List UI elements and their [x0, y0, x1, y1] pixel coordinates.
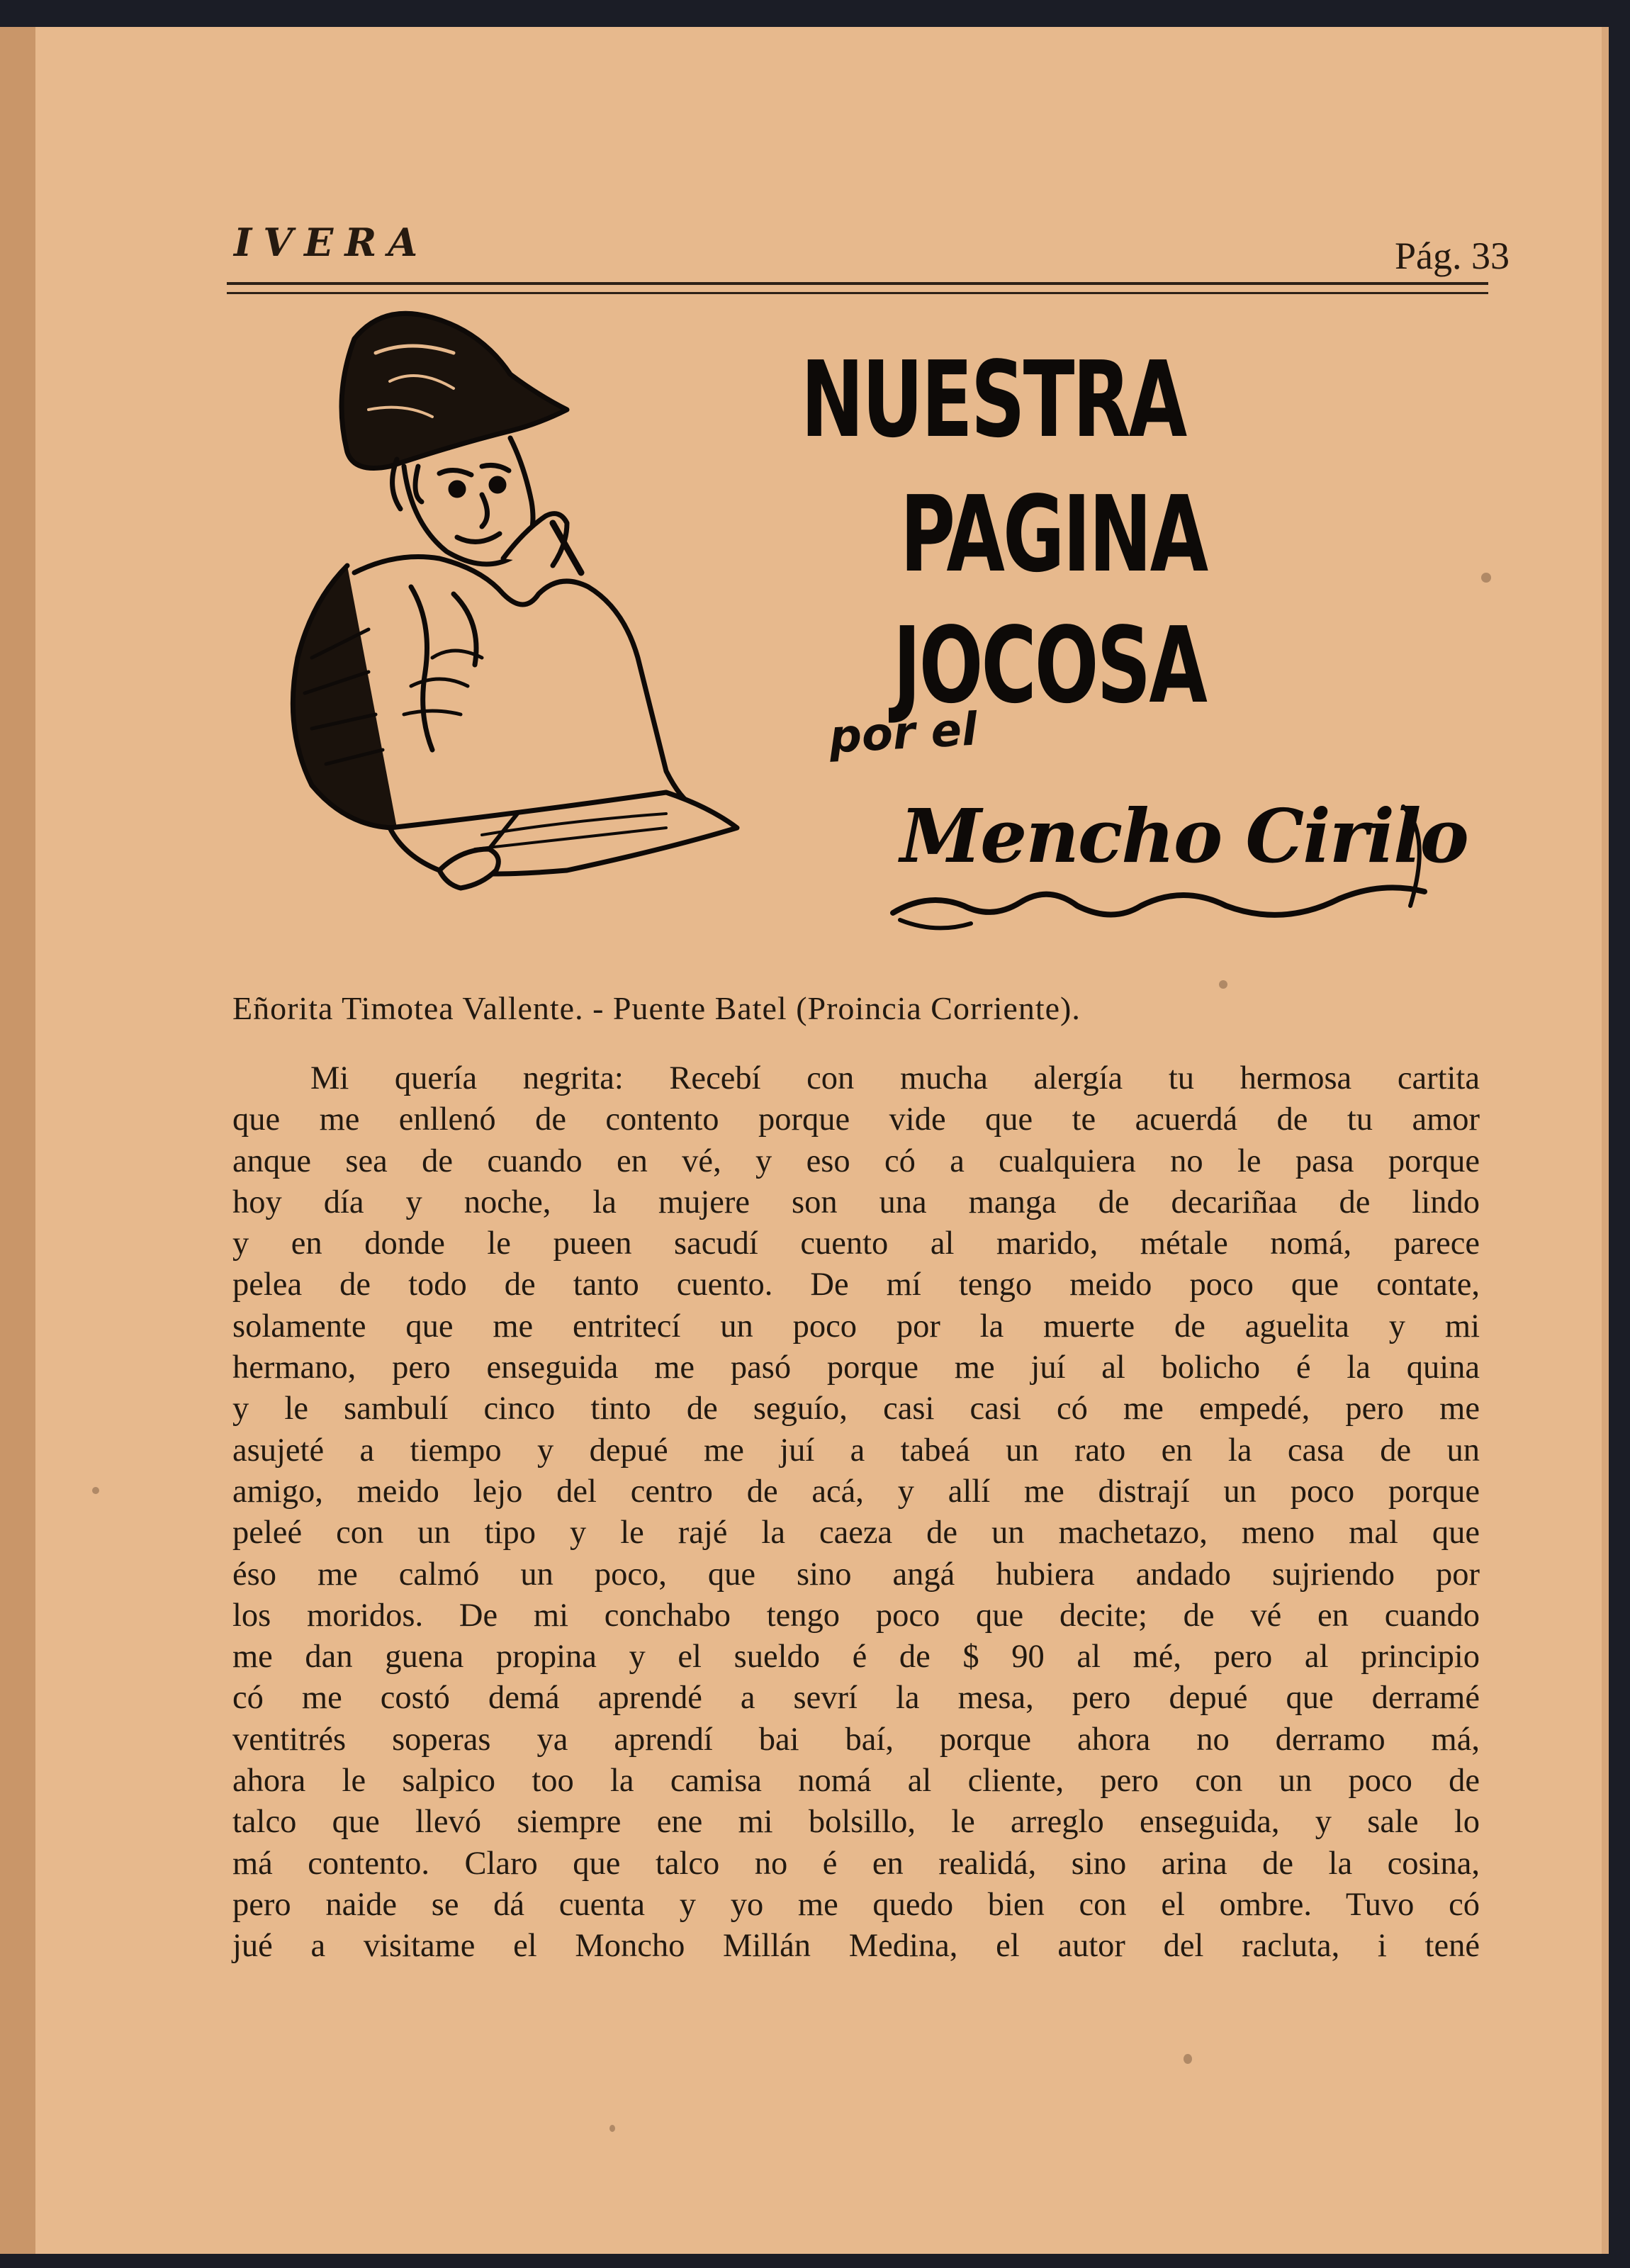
letter-body	[232, 1058, 1480, 1967]
binding-edge	[0, 27, 38, 2254]
body-line: peleé con un tipo y le rajé la caeza de un machetazo, meno mal que	[232, 1515, 1480, 1551]
body-line: Mi quería negrita: Recebí con mucha alergía tu hermosa cartita	[310, 1060, 1480, 1096]
letter-addressee: Eñorita Timotea Vallente. - Puente Batel (Proincia Corriente).	[232, 990, 1081, 1026]
paper-speck	[1481, 573, 1491, 583]
title-line-1: NUESTRA	[801, 339, 1186, 461]
body-line: solamente que me entritecí un poco por la muerte de aguelita y mi	[232, 1308, 1480, 1344]
body-line: los moridos. De mi conchabo tengo poco que decite; de vé en cuando	[232, 1597, 1480, 1634]
body-line: amigo, meido lejo del centro de acá, y allí me distrají un poco porque	[232, 1473, 1480, 1510]
body-line: éso me calmó un poco, que sino angá hubiera andado sujriendo por	[232, 1556, 1480, 1593]
section-title	[751, 325, 1389, 750]
body-line: pero naide se dá cuenta y yo me quedo bien con el ombre. Tuvo có	[232, 1886, 1480, 1923]
signature-flourish-icon	[886, 778, 1439, 948]
paper-speck	[1184, 2054, 1192, 2064]
magazine-page	[35, 27, 1609, 2254]
body-line: pelea de todo de tanto cuento. De mí tengo meido poco que contate,	[232, 1267, 1480, 1303]
signature-text: Mencho Cirilo	[900, 792, 1468, 880]
title-line-2: PAGINA	[900, 473, 1207, 595]
body-line: hermano, pero enseguida me pasó porque me juí al bolicho é la quina	[232, 1349, 1480, 1386]
page-header	[206, 204, 1510, 296]
body-line: jué a visitame el Moncho Millán Medina, el autor del racluta, i tené	[232, 1928, 1480, 1965]
body-line: ahora le salpico too la camisa nomá al cliente, pero con un poco de	[232, 1763, 1480, 1800]
body-line: anque sea de cuando en vé, y eso có a cualquiera no le pasa porque	[232, 1143, 1480, 1179]
body-line: hoy día y noche, la mujere son una manga de decariñaa de lindo	[232, 1184, 1480, 1220]
page-edge	[1602, 27, 1609, 2254]
paper-speck	[1219, 980, 1227, 989]
byline: por el	[828, 703, 979, 764]
paper-speck	[609, 2125, 615, 2132]
body-line: me dan guena propina y el sueldo é de $ 90 al mé, pero al principio	[232, 1639, 1480, 1675]
body-line: má contento. Claro que talco no é en realidá, sino arina de la cosina,	[232, 1845, 1480, 1882]
author-signature	[886, 778, 1468, 948]
body-line: que me enllenó de contento porque vide que te acuerdá de tu amor	[232, 1101, 1480, 1138]
body-line: y le sambulí cinco tinto de seguío, casi casi có me empedé, pero me	[232, 1391, 1480, 1427]
header-rule	[227, 282, 1488, 285]
body-line: có me costó demá aprendé a sevrí la mesa, pero depué que derramé	[232, 1680, 1480, 1717]
body-line: ventitrés soperas ya aprendí bai baí, porque ahora no derramo má,	[232, 1721, 1480, 1758]
page-number: Pág. 33	[1395, 235, 1510, 277]
body-line: talco que llevó siempre ene mi bolsillo, le arreglo enseguida, y sale lo	[232, 1804, 1480, 1841]
paper-speck	[92, 1487, 99, 1494]
body-line: y en donde le pueen sacudí cuento al marido, métale nomá, parece	[232, 1225, 1480, 1262]
magazine-title: IVERA	[234, 220, 429, 265]
title-line-3: JOCOSA	[893, 605, 1205, 726]
body-line: asujeté a tiempo y depué me juí a tabeá un rato en la casa de un	[232, 1432, 1480, 1469]
